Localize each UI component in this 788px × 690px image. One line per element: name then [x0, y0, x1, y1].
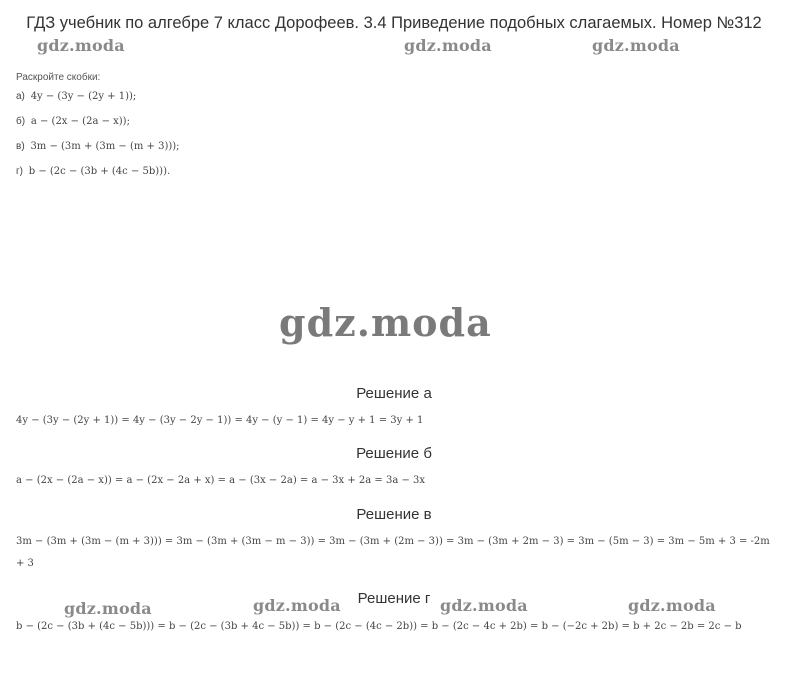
task-item-expression: b − (2c − (3b + (4c − 5b))).	[28, 166, 171, 177]
solution-text-g: b − (2c − (3b + (4c − 5b))) = b − (2c − (3b + 4c − 5b)) = b − (2c − (4c − 2b)) = b − (2c − 4c + 2b) = b − (−2c + 2b) = b + 2c − 2b = 2c − b	[16, 621, 742, 632]
task-item-expression: a − (2x − (2a − x));	[30, 116, 130, 127]
watermark-logo: gdz.moda	[253, 596, 341, 615]
task-item-marker: б)	[16, 116, 26, 127]
solution-text-a: 4y − (3y − (2y + 1)) = 4y − (3y − 2y − 1)) = 4y − (y − 1) = 4y − y + 1 = 3y + 1	[16, 415, 424, 426]
task-item-marker: в)	[16, 141, 25, 152]
solution-heading-a: Решение а	[356, 385, 432, 402]
watermark-logo: gdz.moda	[440, 596, 528, 615]
task-item	[16, 141, 436, 153]
solution-text-b: a − (2x − (2a − x)) = a − (2x − 2a + x) = a − (3x − 2a) = a − 3x + 2a = 3a − 3x	[16, 475, 426, 486]
watermark-logo: gdz.moda	[64, 599, 152, 618]
watermark-logo: gdz.moda	[628, 596, 716, 615]
solution-heading-v: Решение в	[356, 506, 432, 523]
task-item-marker: г)	[16, 166, 23, 177]
task-statement	[16, 72, 436, 191]
watermark-logo: gdz.moda	[404, 36, 492, 55]
task-item-expression: 4y − (3y − (2y + 1));	[30, 91, 137, 102]
solution-heading-g: Решение г	[357, 590, 431, 607]
watermark-logo: gdz.moda	[37, 36, 125, 55]
solution-text-v: 3m − (3m + (3m − (m + 3))) = 3m − (3m + (3m − m − 3)) = 3m − (3m + (2m − 3)) = 3m − (3m + 2m − 3) = 3m − (5m − 3) = 3m − 5m + 3 = -2m + 3	[16, 536, 770, 569]
watermark-logo: gdz.moda	[592, 36, 680, 55]
task-item-marker: а)	[16, 91, 25, 102]
task-item-expression: 3m − (3m + (3m − (m + 3)));	[30, 141, 180, 152]
page-title: ГДЗ учебник по алгебре 7 класс Дорофеев. 3.4 Приведение подобных слагаемых. Номер №312	[26, 14, 762, 32]
task-item	[16, 166, 436, 178]
task-item	[16, 116, 436, 128]
task-intro: Раскройте скобки:	[16, 72, 101, 83]
solution-heading-b: Решение б	[356, 445, 432, 462]
watermark-logo-large: gdz.moda	[279, 300, 492, 345]
task-item	[16, 91, 436, 103]
